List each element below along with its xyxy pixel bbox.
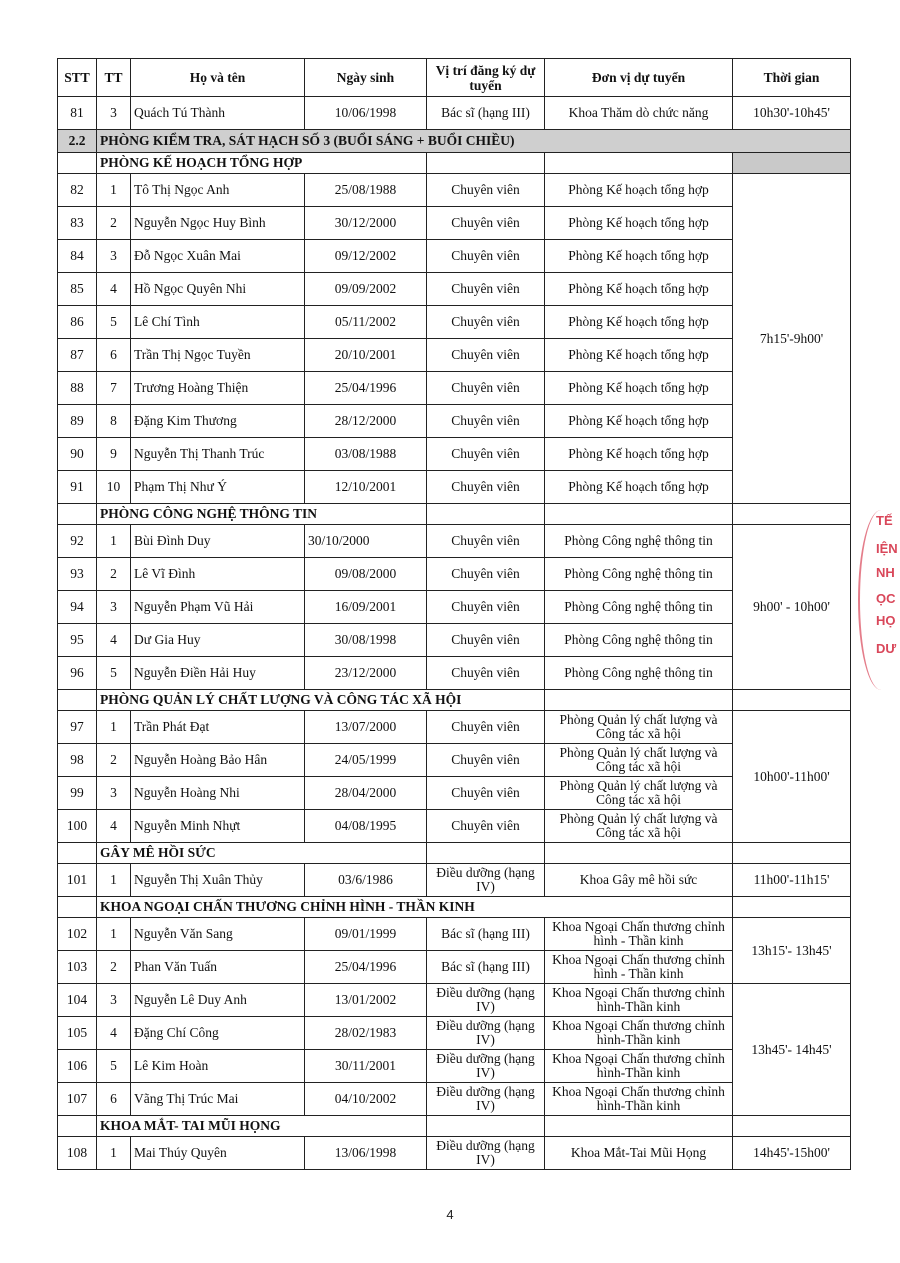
seal-stamp-fragment: TẾ IỆN NH ỌC HỌ DƯ [868, 510, 900, 690]
table-row: 84 3 Đỗ Ngọc Xuân Mai 09/12/2002 Chuyên viên Phòng Kế hoạch tổng hợp [58, 240, 851, 273]
time-slot: 13h45'- 14h45' [733, 984, 851, 1116]
table-row: 104 3 Nguyễn Lê Duy Anh 13/01/2002 Điều dưỡng (hạng IV) Khoa Ngoại Chấn thương chỉnh hình-Thần kinh 13h45'- 14h45' [58, 984, 851, 1017]
group-title: KHOA MẮT- TAI MŨI HỌNG [97, 1116, 427, 1137]
group-header-cntt [58, 504, 851, 525]
group-title: PHÒNG KẾ HOẠCH TỔNG HỢP [97, 153, 427, 174]
table-row: 93 2 Lê Vĩ Đình 09/08/2000 Chuyên viên Phòng Công nghệ thông tin [58, 558, 851, 591]
table-row: 101 1 Nguyễn Thị Xuân Thủy 03/6/1986 Điều dưỡng (hạng IV) Khoa Gây mê hồi sức 11h00'-11h15' [58, 864, 851, 897]
page-number: 4 [446, 1207, 454, 1222]
group-header-khth [58, 153, 851, 174]
table-row: 92 1 Bùi Đình Duy 30/10/2000 Chuyên viên Phòng Công nghệ thông tin 9h00' - 10h00' [58, 525, 851, 558]
time-slot: 11h00'-11h15' [733, 864, 851, 897]
table-row: 99 3 Nguyễn Hoàng Nhi 28/04/2000 Chuyên viên Phòng Quản lý chất lượng và Công tác xã hội [58, 777, 851, 810]
table-row: 102 1 Nguyễn Văn Sang 09/01/1999 Bác sĩ (hạng III) Khoa Ngoại Chấn thương chỉnh hình - Thần kinh 13h15'- 13h45' [58, 918, 851, 951]
header-position: Vị trí đăng ký dự tuyển [427, 59, 545, 97]
table-row: 89 8 Đặng Kim Thương 28/12/2000 Chuyên viên Phòng Kế hoạch tổng hợp [58, 405, 851, 438]
table-row: 98 2 Nguyễn Hoàng Bảo Hân 24/05/1999 Chuyên viên Phòng Quản lý chất lượng và Công tác xã hội [58, 744, 851, 777]
table-row: 97 1 Trần Phát Đạt 13/07/2000 Chuyên viên Phòng Quản lý chất lượng và Công tác xã hội 10h00'-11h00' [58, 711, 851, 744]
table-row: 100 4 Nguyễn Minh Nhựt 04/08/1995 Chuyên viên Phòng Quản lý chất lượng và Công tác xã hội [58, 810, 851, 843]
group-header-mat [58, 1116, 851, 1137]
header-stt: STT [58, 59, 97, 97]
time-slot: 7h15'-9h00' [733, 174, 851, 504]
table-row: 88 7 Trương Hoàng Thiện 25/04/1996 Chuyên viên Phòng Kế hoạch tổng hợp [58, 372, 851, 405]
table-row: 90 9 Nguyễn Thị Thanh Trúc 03/08/1988 Chuyên viên Phòng Kế hoạch tổng hợp [58, 438, 851, 471]
table-row: 96 5 Nguyễn Điền Hải Huy 23/12/2000 Chuyên viên Phòng Công nghệ thông tin [58, 657, 851, 690]
group-header-qlcl [58, 690, 851, 711]
header-unit: Đơn vị dự tuyển [545, 59, 733, 97]
header-row [58, 59, 851, 97]
section-number: 2.2 [58, 130, 97, 153]
table-row: 95 4 Dư Gia Huy 30/08/1998 Chuyên viên Phòng Công nghệ thông tin [58, 624, 851, 657]
group-header-gmhs [58, 843, 851, 864]
table-row: 105 4 Đặng Chí Công 28/02/1983 Điều dưỡng (hạng IV) Khoa Ngoại Chấn thương chỉnh hình-Thần kinh [58, 1017, 851, 1050]
header-tt: TT [97, 59, 131, 97]
group-title: KHOA NGOẠI CHẤN THƯƠNG CHỈNH HÌNH - THẦN KINH [97, 897, 733, 918]
table-row: 103 2 Phan Văn Tuấn 25/04/1996 Bác sĩ (hạng III) Khoa Ngoại Chấn thương chỉnh hình - Thần kinh [58, 951, 851, 984]
table-row: 86 5 Lê Chí Tình 05/11/2002 Chuyên viên Phòng Kế hoạch tổng hợp [58, 306, 851, 339]
table-row: 94 3 Nguyễn Phạm Vũ Hải 16/09/2001 Chuyên viên Phòng Công nghệ thông tin [58, 591, 851, 624]
header-time: Thời gian [733, 59, 851, 97]
table-row: 83 2 Nguyễn Ngọc Huy Bình 30/12/2000 Chuyên viên Phòng Kế hoạch tổng hợp [58, 207, 851, 240]
table-row: 81 3 Quách Tú Thành 10/06/1998 Bác sĩ (hạng III) Khoa Thăm dò chức năng 10h30'-10h45' [58, 97, 851, 130]
time-slot: 13h15'- 13h45' [733, 918, 851, 984]
time-slot: 14h45'-15h00' [733, 1137, 851, 1170]
table-row: 106 5 Lê Kim Hoàn 30/11/2001 Điều dưỡng (hạng IV) Khoa Ngoại Chấn thương chỉnh hình-Thần kinh [58, 1050, 851, 1083]
time-slot: 9h00' - 10h00' [733, 525, 851, 690]
group-title: PHÒNG QUẢN LÝ CHẤT LƯỢNG VÀ CÔNG TÁC XÃ HỘI [97, 690, 545, 711]
table-row: 85 4 Hồ Ngọc Quyên Nhi 09/09/2002 Chuyên viên Phòng Kế hoạch tổng hợp [58, 273, 851, 306]
schedule-table [57, 58, 851, 1170]
table-row: 108 1 Mai Thúy Quyên 13/06/1998 Điều dưỡng (hạng IV) Khoa Mắt-Tai Mũi Họng 14h45'-15h00' [58, 1137, 851, 1170]
group-title: PHÒNG CÔNG NGHỆ THÔNG TIN [97, 504, 427, 525]
time-slot: 10h00'-11h00' [733, 711, 851, 843]
section-band [58, 130, 851, 153]
table-row: 87 6 Trần Thị Ngọc Tuyền 20/10/2001 Chuyên viên Phòng Kế hoạch tổng hợp [58, 339, 851, 372]
table-row: 91 10 Phạm Thị Như Ý 12/10/2001 Chuyên viên Phòng Kế hoạch tổng hợp [58, 471, 851, 504]
header-name: Họ và tên [131, 59, 305, 97]
table-row: 82 1 Tô Thị Ngọc Anh 25/08/1988 Chuyên viên Phòng Kế hoạch tổng hợp 7h15'-9h00' [58, 174, 851, 207]
table-row: 107 6 Vãng Thị Trúc Mai 04/10/2002 Điều dưỡng (hạng IV) Khoa Ngoại Chấn thương chỉnh hình-Thần kinh [58, 1083, 851, 1116]
header-dob: Ngày sinh [305, 59, 427, 97]
group-header-ngoai [58, 897, 851, 918]
section-title: PHÒNG KIỂM TRA, SÁT HẠCH SỐ 3 (BUỔI SÁNG + BUỔI CHIỀU) [97, 130, 851, 153]
group-title: GÂY MÊ HỒI SỨC [97, 843, 427, 864]
